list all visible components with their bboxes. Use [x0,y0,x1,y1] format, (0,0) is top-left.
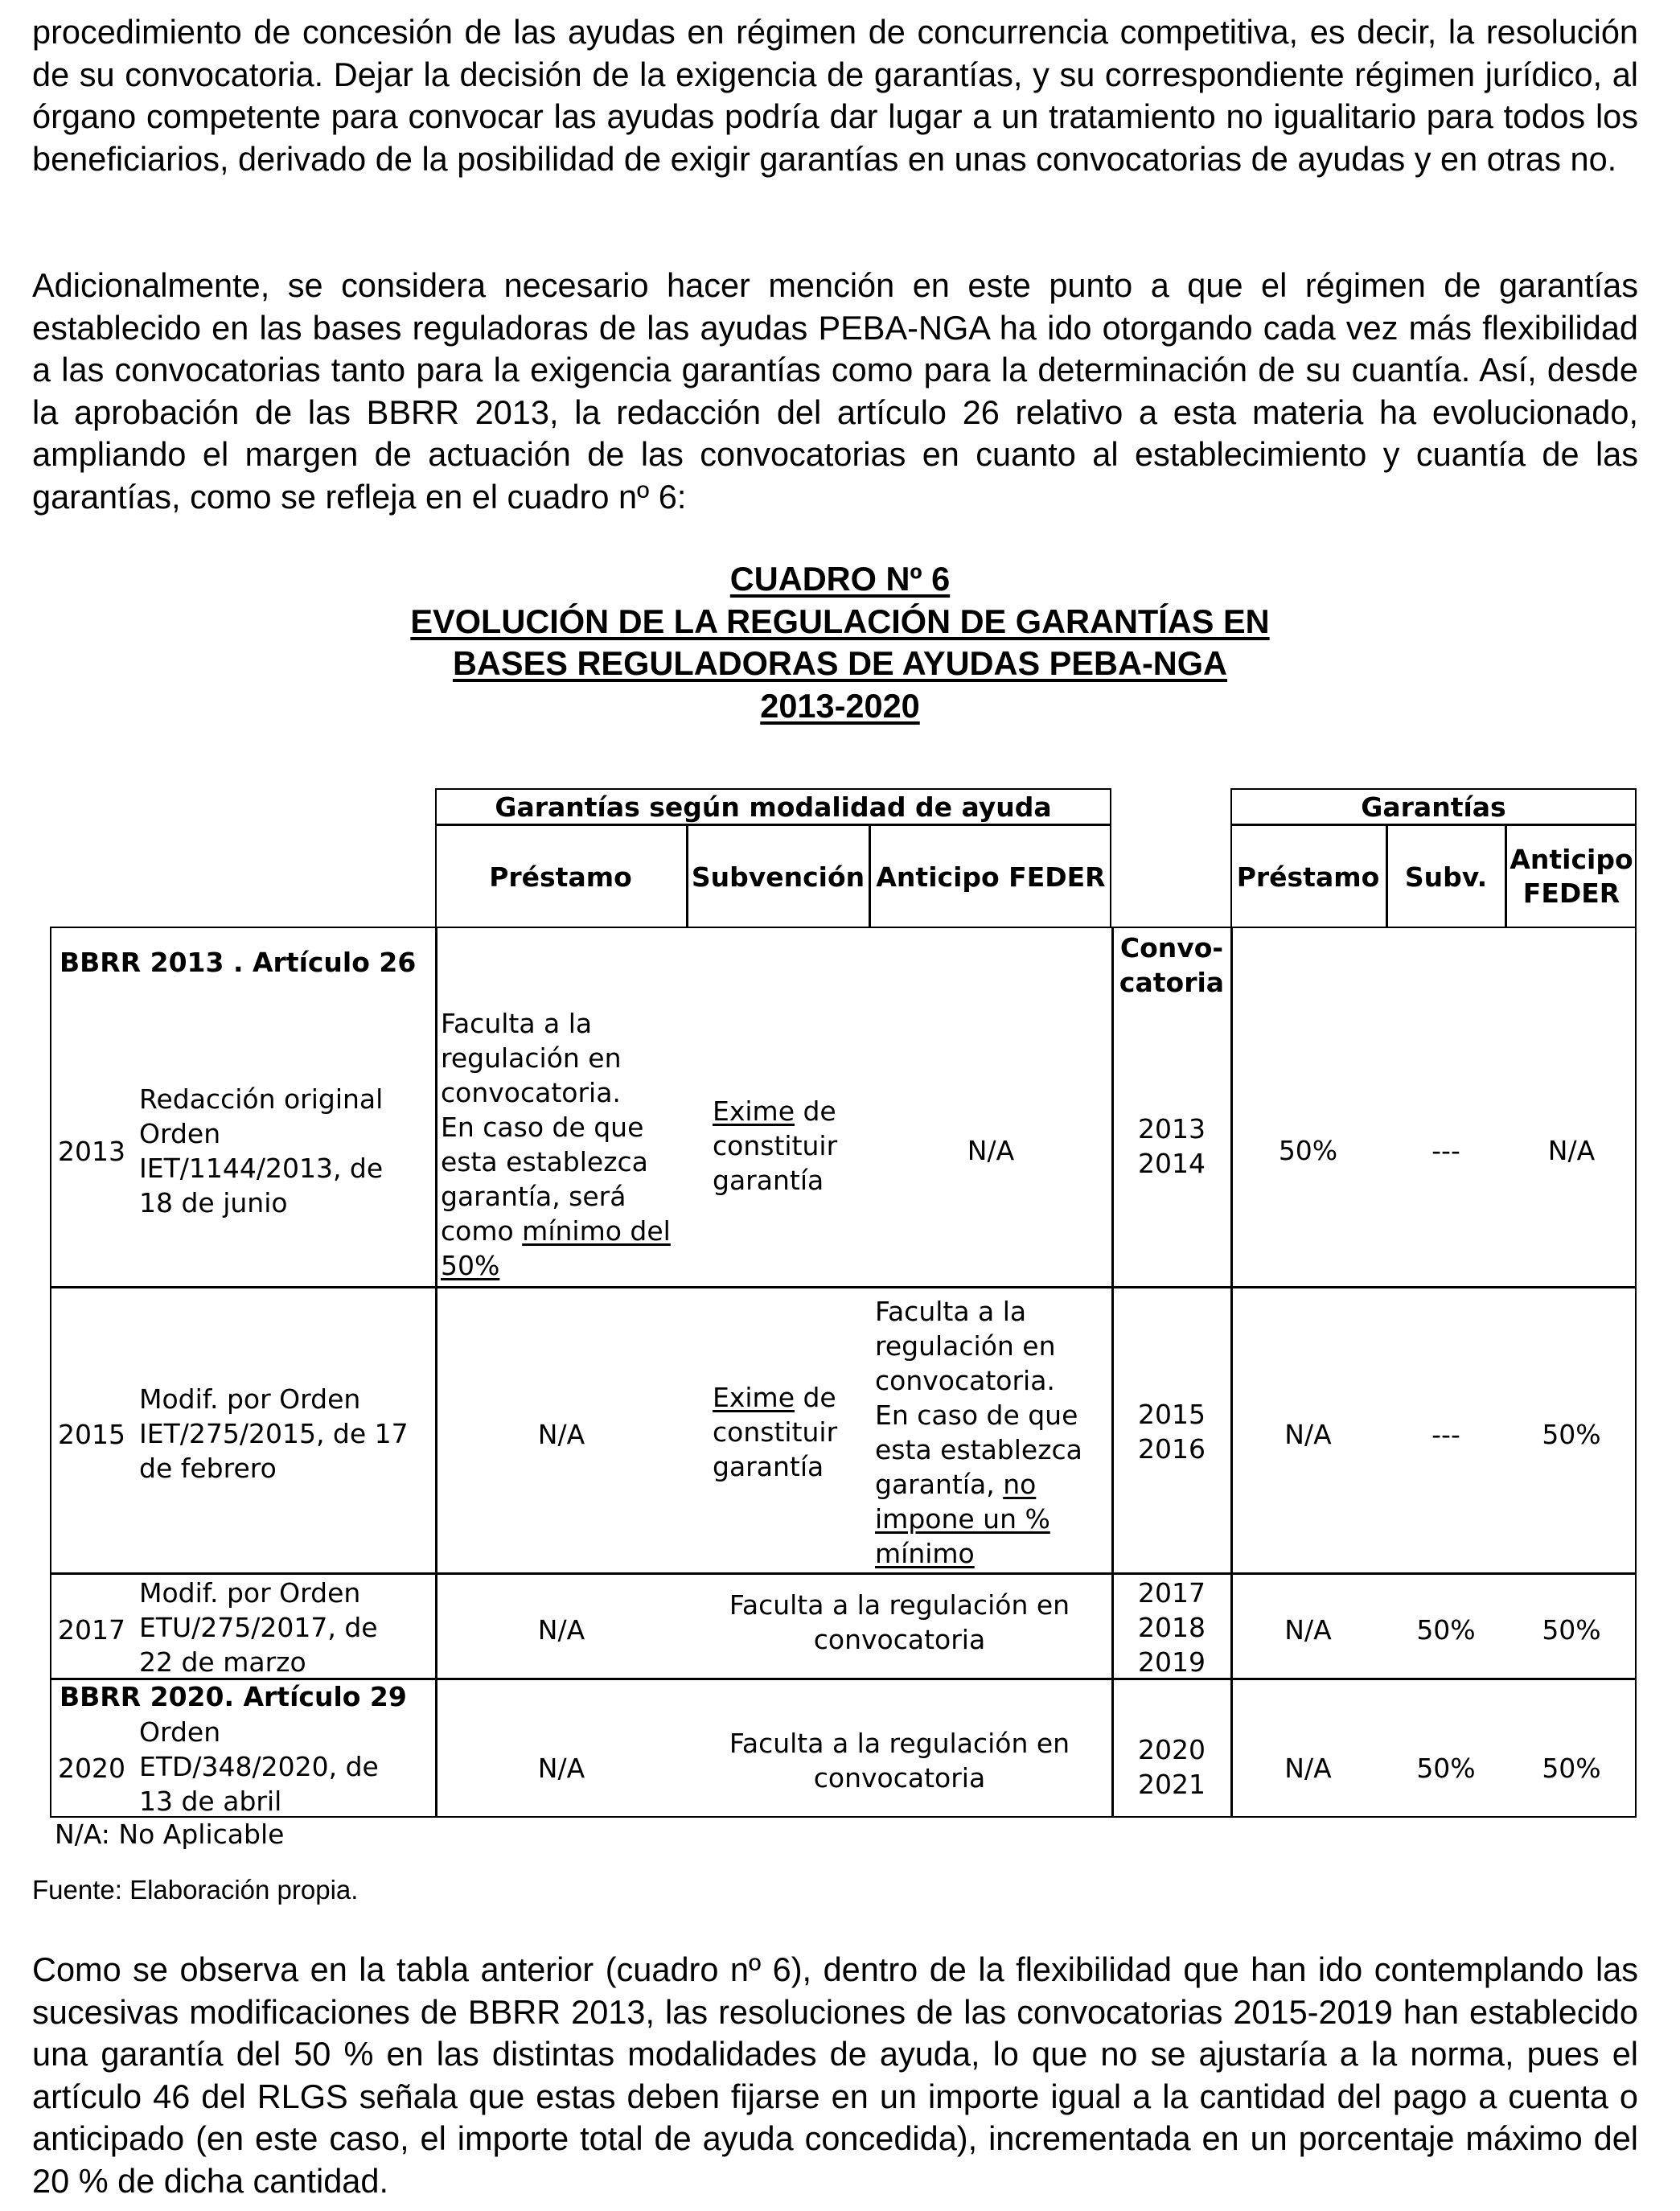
title-line-1: CUADRO Nº 6 [729,560,951,598]
row-2013-g-prestamo: 50% [1278,1134,1338,1166]
row-2020-convocatoria: 2020 2021 [1138,1734,1206,1800]
row-2020-prestamo: N/A [537,1752,585,1784]
table-footnote: N/A: No Aplicable [55,1818,285,1850]
row-2020-g-anticipo: 50% [1542,1752,1601,1784]
row-2017-merged: Faculta a la regulación en convocatoria [729,1589,1070,1655]
row-2020-year: 2020 [58,1753,125,1784]
row-2017-g-anticipo: 50% [1542,1613,1601,1646]
header-g-prestamo: Préstamo [1236,861,1380,893]
row-2013-subvencion: Exime de constituir garantía [713,1095,838,1196]
row-2017-g-subv: 50% [1416,1613,1476,1646]
row-2017-convocatoria: 2017 2018 2019 [1138,1576,1206,1678]
section-bbrr-2020: BBRR 2020. Artículo 29 [60,1680,407,1712]
row-2020-merged: Faculta a la regulación en convocatoria [729,1728,1070,1794]
row-2015-prestamo: N/A [537,1418,585,1450]
header-group-modalidad: Garantías según modalidad de ayuda [495,791,1052,823]
header-group-garantias: Garantías [1361,791,1506,823]
row-2013-g-subv: --- [1431,1134,1460,1166]
row-2013-year: 2013 [58,1136,125,1167]
row-2015-convocatoria: 2015 2016 [1138,1399,1206,1465]
header-g-subv: Subv. [1404,861,1488,893]
row-2015-g-subv: --- [1431,1418,1460,1450]
section-bbrr-2013: BBRR 2013 . Artículo 26 [60,946,417,978]
row-2013-norm: Redacción original Orden IET/1144/2013, de 18 de junio [139,1083,384,1219]
header-anticipo-feder: Anticipo FEDER [876,861,1106,893]
row-2013-prestamo: Faculta a la regulación en convocatoria. En caso de que esta establezca garantía, será como mínimo del 50% [441,1008,671,1281]
row-2015-subvencion: Exime de constituir garantía [713,1382,838,1482]
row-2017-prestamo: N/A [537,1613,585,1646]
row-2015-anticipo: Faculta a la regulación en convocatoria. En caso de que esta establezca garantía, no impone un % mínimo [875,1296,1082,1569]
paragraph-observation: Como se observa en la tabla anterior (cuadro nº 6), dentro de la flexibilidad que han ido contemplando las sucesivas modificaciones de BBRR 2013, las resoluciones de las convocatorias 2015-2019 han establecido una garantía del 50 % en las distintas modalidades de ayuda, lo que no se ajustaría a la norma, pues el artículo 46 del RLGS señala que estas deben fijarse en un importe igual a la cantidad del pago a cuenta o anticipado (en este caso, el importe total de ayuda concedida), incrementada en un porcentaje máximo del 20 % de dicha cantidad. [32,1950,1638,2200]
table-title [0,558,1680,727]
row-2013-convocatoria: 2013 2014 [1138,1113,1206,1179]
title-line-4: 2013-2020 [760,686,920,725]
header-subvencion: Subvención [691,861,865,893]
header-g-anticipo: Anticipo FEDER [1510,844,1633,909]
row-2013-g-anticipo: N/A [1547,1134,1596,1166]
header-convocatoria: Convo- catoria [1119,932,1225,998]
row-2017-g-prestamo: N/A [1284,1613,1332,1646]
paragraph-additional: Adicionalmente, se considera necesario hacer mención en este punto a que el régimen de garantías establecido en las bases reguladoras de las ayudas PEBA-NGA ha ido otorgando cada vez más flexibilidad a las convocatorias tanto para la exigencia garantías como para la determinación de su cuantía. Así, desde la aprobación de las BBRR 2013, la redacción del artículo 26 relativo a esta materia ha evolucionado, ampliando el margen de actuación de las convocatorias en cuanto al establecimiento y cuantía de las garantías, como se refleja en el cuadro nº 6: [32,266,1638,516]
row-2013-anticipo: N/A [967,1134,1015,1166]
source-note: Fuente: Elaboración propia. [32,1875,359,1905]
row-2015-norm: Modif. por Orden IET/275/2015, de 17 de febrero [139,1383,409,1484]
row-2017-norm: Modif. por Orden ETU/275/2017, de 22 de marzo [139,1577,378,1678]
row-2015-g-prestamo: N/A [1284,1418,1332,1450]
title-line-3: BASES REGULADORAS DE AYUDAS PEBA-NGA [452,644,1228,682]
row-2015-g-anticipo: 50% [1542,1418,1601,1450]
row-2020-g-subv: 50% [1416,1752,1476,1784]
row-2017-year: 2017 [58,1614,125,1646]
row-2015-year: 2015 [58,1419,125,1450]
title-line-2: EVOLUCIÓN DE LA REGULACIÓN DE GARANTÍAS EN [410,602,1270,640]
header-prestamo: Préstamo [489,861,632,893]
row-2020-g-prestamo: N/A [1284,1752,1332,1784]
row-2020-norm: Orden ETD/348/2020, de 13 de abril [139,1716,379,1817]
paragraph-intro: procedimiento de concesión de las ayudas en régimen de concurrencia competitiva, es decir, la resolución de su convocatoria. Dejar la decisión de la exigencia de garantías, y su correspondiente régimen jurídico, al órgano competente para convocar las ayudas podría dar lugar a un tratamiento no igualitario para todos los beneficiarios, derivado de la posibilidad de exigir garantías en unas convocatorias de ayudas y en otras no. [32,13,1638,178]
